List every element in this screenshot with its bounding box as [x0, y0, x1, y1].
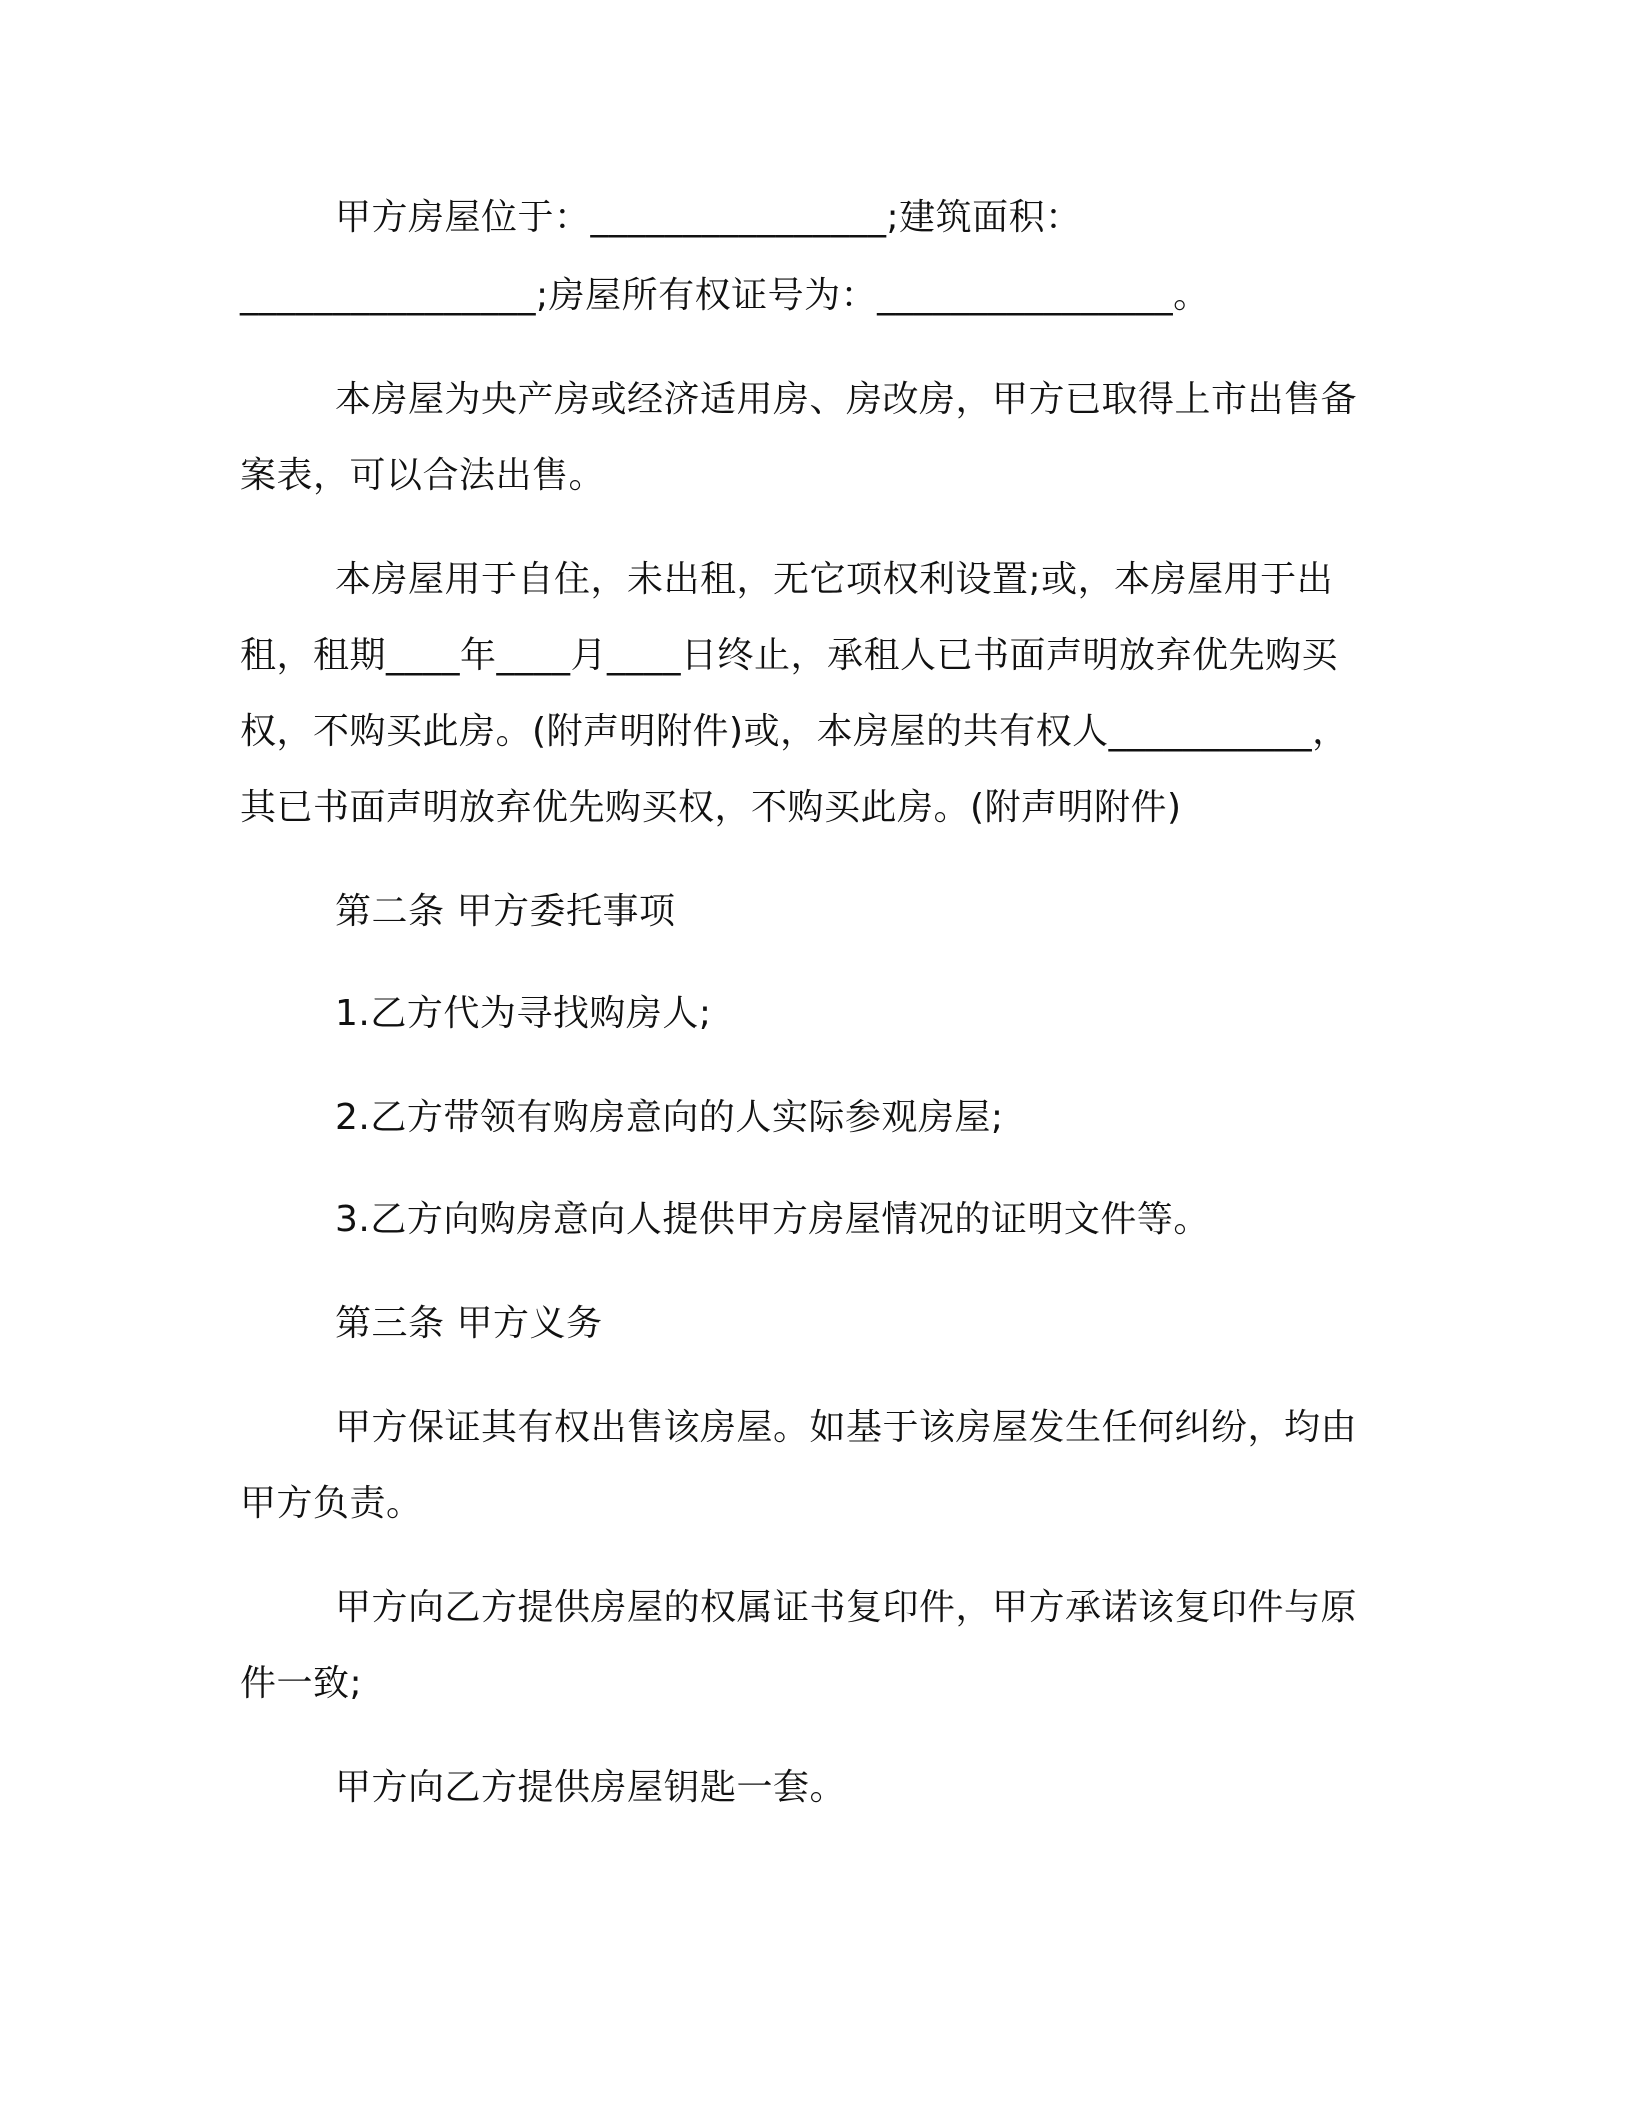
section-heading: 第三条 甲方义务: [335, 1303, 603, 1344]
text-line: 租，租期____年____月____日终止，承租人已书面声明放弃优先购买: [240, 635, 1339, 676]
text-line: 本房屋为央产房或经济适用房、房改房，甲方已取得上市出售备: [335, 379, 1358, 420]
text-line: 案表，可以合法出售。: [240, 455, 606, 496]
section-heading: 第二条 甲方委托事项: [335, 891, 676, 932]
text-line: 甲方房屋位于：________________;建筑面积：: [335, 197, 1082, 238]
text-line: 甲方向乙方提供房屋钥匙一套。: [335, 1767, 847, 1808]
list-item: 3.乙方向购房意向人提供甲方房屋情况的证明文件等。: [335, 1199, 1210, 1240]
text-line: 件一致;: [240, 1663, 363, 1704]
text-line: ________________;房屋所有权证号为：________________。: [240, 275, 1210, 316]
list-item: 1.乙方代为寻找购房人;: [335, 993, 712, 1034]
text-line: 本房屋用于自住，未出租，无它项权利设置;或，本房屋用于出: [335, 559, 1334, 600]
text-line: 甲方保证其有权出售该房屋。如基于该房屋发生任何纠纷，均由: [335, 1407, 1358, 1448]
text-line: 甲方向乙方提供房屋的权属证书复印件，甲方承诺该复印件与原: [335, 1587, 1358, 1628]
list-item: 2.乙方带领有购房意向的人实际参观房屋;: [335, 1097, 1004, 1138]
text-line: 其已书面声明放弃优先购买权，不购买此房。(附声明附件): [240, 787, 1182, 828]
text-line: 权，不购买此房。(附声明附件)或，本房屋的共有权人___________，: [240, 711, 1349, 752]
text-line: 甲方负责。: [240, 1483, 423, 1524]
